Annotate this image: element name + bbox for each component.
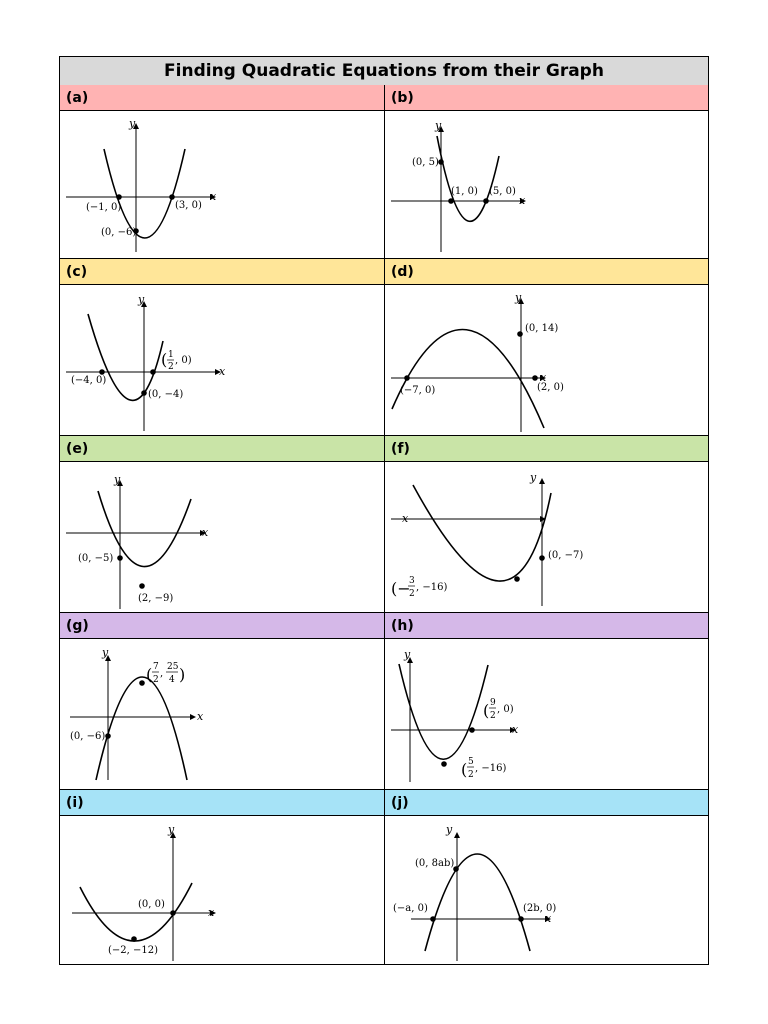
header-c: (c) xyxy=(60,259,384,285)
point-label: (0, −6) xyxy=(101,227,137,238)
parabola xyxy=(437,136,499,221)
graph-e xyxy=(60,463,384,612)
point xyxy=(150,369,156,375)
parabola xyxy=(399,664,488,759)
point-label: , 0) xyxy=(175,355,192,366)
point-label: (0, 8ab) xyxy=(415,858,455,869)
x-axis-label: x xyxy=(197,710,204,723)
point xyxy=(117,555,123,561)
point xyxy=(514,576,520,582)
point xyxy=(139,583,145,589)
graph-h xyxy=(385,640,708,789)
x-axis-label: x xyxy=(540,371,547,384)
y-axis-label: y xyxy=(530,471,537,484)
point-label-paren: ( xyxy=(483,701,490,720)
x-axis-label: x xyxy=(519,194,526,207)
point xyxy=(469,727,475,733)
header-h: (h) xyxy=(385,613,708,639)
point xyxy=(539,555,545,561)
graph-f xyxy=(385,463,708,612)
point xyxy=(131,936,137,942)
point-label-numerator: 7 xyxy=(153,662,159,672)
graph-a xyxy=(60,112,384,258)
y-axis-label: y xyxy=(168,823,175,836)
header-g: (g) xyxy=(60,613,384,639)
point-label: (2, −9) xyxy=(138,593,174,604)
header-i: (i) xyxy=(60,790,384,816)
point xyxy=(170,910,176,916)
point-label: , −16) xyxy=(475,763,507,774)
x-axis-label: x xyxy=(512,723,519,736)
point-label: (0, 5) xyxy=(412,157,439,168)
point-label: (0, −4) xyxy=(148,389,184,400)
point-label-numerator: 5 xyxy=(468,757,474,767)
y-axis-label: y xyxy=(446,823,453,836)
x-axis-label: x xyxy=(208,906,215,919)
parabola xyxy=(88,314,163,400)
graph-j xyxy=(385,817,708,964)
point-label: (0, 14) xyxy=(525,323,559,334)
graph-g xyxy=(60,640,384,789)
parabola xyxy=(96,677,187,780)
point-label-denominator: 2 xyxy=(153,675,159,685)
point-label: (3, 0) xyxy=(175,200,202,211)
x-axis-label: x xyxy=(202,526,209,539)
point-label: (1, 0) xyxy=(451,186,478,197)
point xyxy=(99,369,105,375)
point xyxy=(438,159,444,165)
x-axis-label: x xyxy=(545,912,552,925)
point-label: , 0) xyxy=(497,704,514,715)
x-axis-label: x xyxy=(402,512,409,525)
y-axis-label: y xyxy=(515,291,522,304)
x-axis-label: x xyxy=(219,365,226,378)
point-label: (2b, 0) xyxy=(523,903,557,914)
point-label-paren: ( xyxy=(461,760,468,779)
point xyxy=(448,198,454,204)
header-f: (f) xyxy=(385,436,708,462)
point-label-denominator: 4 xyxy=(169,675,175,685)
worksheet-table xyxy=(59,56,709,965)
point-label-denominator: 2 xyxy=(468,770,474,780)
graph-i xyxy=(60,817,384,964)
parabola xyxy=(413,485,551,581)
y-axis-label: y xyxy=(129,117,136,130)
point-label-numerator: 25 xyxy=(167,662,179,672)
point-label: (−2, −12) xyxy=(108,945,159,956)
graph-c xyxy=(60,286,384,435)
point-label-paren: (− xyxy=(391,579,411,598)
point-label: (−4, 0) xyxy=(71,375,107,386)
point xyxy=(141,390,147,396)
x-axis-label: x xyxy=(210,190,217,203)
point-label-paren: ) xyxy=(179,665,186,684)
header-a: (a) xyxy=(60,85,384,111)
point xyxy=(517,331,523,337)
point-label-paren: ( xyxy=(146,665,153,684)
point xyxy=(441,761,447,767)
y-axis-label: y xyxy=(404,648,411,661)
header-b: (b) xyxy=(385,85,708,111)
graph-d xyxy=(385,286,708,435)
header-j: (j) xyxy=(385,790,708,816)
point-label: (0, −5) xyxy=(78,553,114,564)
header-e: (e) xyxy=(60,436,384,462)
point-label-denominator: 2 xyxy=(409,589,415,599)
point xyxy=(532,375,538,381)
y-axis-label: y xyxy=(138,293,145,306)
point-label-denominator: 2 xyxy=(168,362,174,372)
point-label: (0, 0) xyxy=(138,899,165,910)
point-label: , −16) xyxy=(416,582,448,593)
point xyxy=(430,916,436,922)
point-label: (0, −7) xyxy=(548,550,584,561)
point-label: (−1, 0) xyxy=(86,202,122,213)
point-label-numerator: 9 xyxy=(490,698,496,708)
y-axis-label: y xyxy=(435,119,442,132)
point-label: , xyxy=(160,668,164,679)
point xyxy=(404,375,410,381)
point xyxy=(169,194,175,200)
parabola xyxy=(104,149,185,238)
point-label: (0, −6) xyxy=(70,731,106,742)
point xyxy=(105,733,111,739)
point-label-paren: ( xyxy=(161,350,168,369)
y-axis-label: y xyxy=(102,646,109,659)
point xyxy=(139,680,145,686)
point-label-numerator: 1 xyxy=(168,350,174,360)
point xyxy=(483,198,489,204)
point xyxy=(116,194,122,200)
graph-b xyxy=(385,112,708,258)
point xyxy=(518,916,524,922)
point-label-denominator: 2 xyxy=(490,711,496,721)
point-label: (2, 0) xyxy=(537,382,564,393)
worksheet-title: Finding Quadratic Equations from their Graph xyxy=(60,57,708,86)
header-d: (d) xyxy=(385,259,708,285)
y-axis-label: y xyxy=(114,473,121,486)
point-label-numerator: 3 xyxy=(409,576,415,586)
point-label: (−7, 0) xyxy=(400,385,436,396)
point-label: (−a, 0) xyxy=(393,903,428,914)
point-label: (5, 0) xyxy=(489,186,516,197)
